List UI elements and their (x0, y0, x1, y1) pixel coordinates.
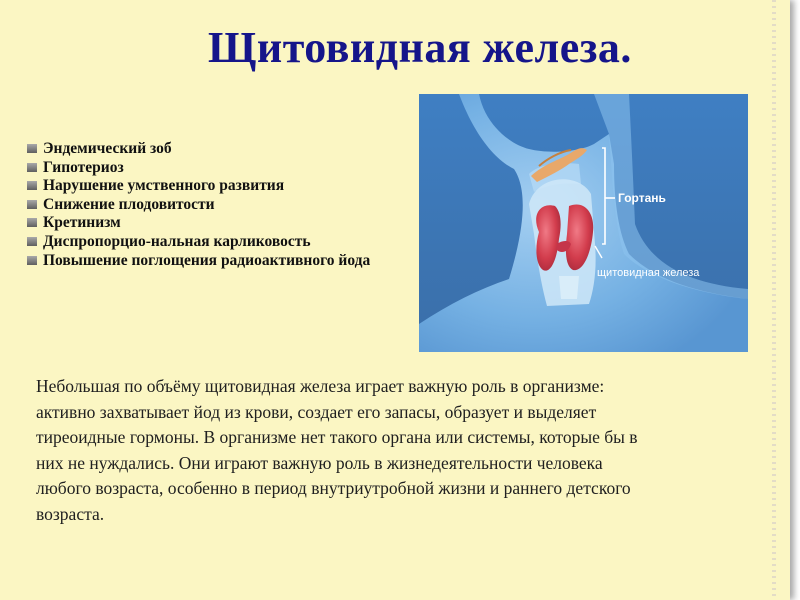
bullet-text: Кретинизм (43, 214, 121, 232)
slide-title: Щитовидная железа. (208, 23, 632, 72)
slide-edge-decoration (772, 0, 776, 600)
bullet-text: Диспропорцио-нальная карликовость (43, 232, 311, 250)
square-bullet-icon (27, 163, 37, 172)
bullet-text: Гипотериоз (43, 158, 124, 176)
bullet-item (26, 196, 426, 215)
bullet-item (26, 252, 426, 271)
square-bullet-icon (27, 144, 37, 153)
bullet-list (26, 140, 426, 270)
square-bullet-icon (27, 237, 37, 246)
bullet-item (26, 177, 426, 196)
thyroid-illustration (419, 94, 748, 352)
bullet-text: Нарушение умственного развития (43, 177, 285, 195)
bullet-text: Снижение плодовитости (43, 195, 215, 213)
description-paragraph: Небольшая по объёму щитовидная железа играет важную роль в организме: активно захватывает йод из крови, создает его запасы, образует и выделяет тиреоидные гормоны. В организме нет такого органа или системы, которые бы в них не нуждались. Они играют важную роль в жизнедеятельности человека любого возраста, особенно в период внутриутробной жизни и раннего детского возраста. (36, 376, 638, 524)
square-bullet-icon (27, 218, 37, 227)
bullet-item (26, 233, 426, 252)
bullet-item (26, 140, 426, 159)
bullet-text: Эндемический зоб (43, 140, 172, 157)
square-bullet-icon (27, 256, 37, 265)
bullet-item (26, 214, 426, 233)
bullet-text: Повышение поглощения радиоактивного йода (43, 251, 371, 269)
square-bullet-icon (27, 200, 37, 209)
larynx-label: Гортань (618, 191, 666, 205)
thyroid-label: щитовидная железа (597, 267, 700, 279)
bullet-item (26, 159, 426, 178)
square-bullet-icon (27, 181, 37, 190)
